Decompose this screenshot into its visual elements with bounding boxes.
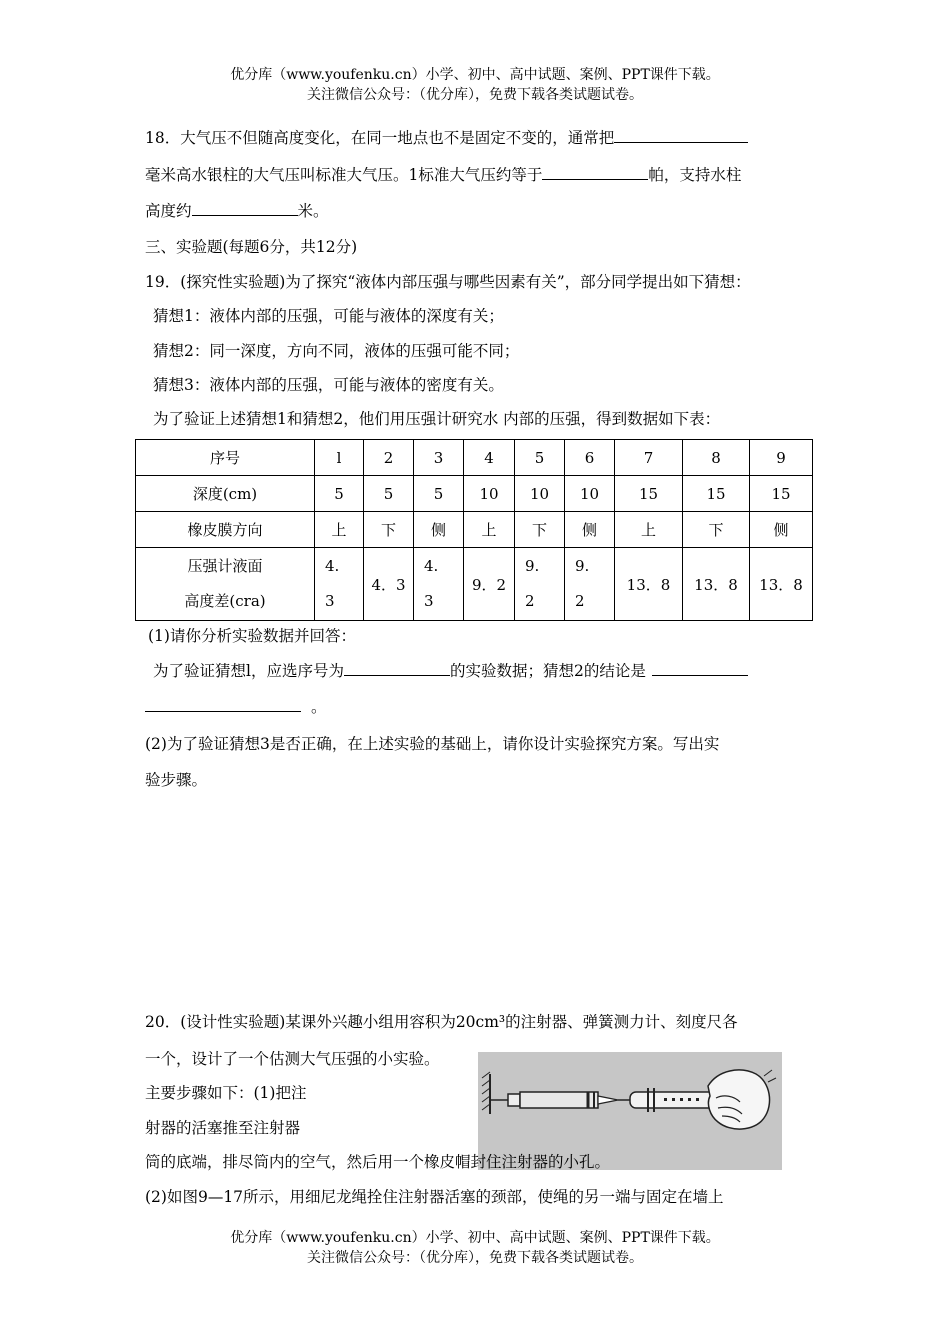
table-row-depth bbox=[136, 476, 813, 512]
table-row-height-diff bbox=[136, 548, 813, 621]
q18-answer-blank-3[interactable] bbox=[192, 201, 298, 216]
depth-cell: 15 bbox=[683, 476, 750, 512]
direction-cell: 上 bbox=[464, 512, 515, 548]
direction-cell: 上 bbox=[615, 512, 683, 548]
number-cell: 3 bbox=[414, 440, 464, 476]
number-cell: 6 bbox=[565, 440, 615, 476]
q18-answer-blank-2[interactable] bbox=[542, 165, 648, 180]
q18-text-2b: 帕，支持水柱 bbox=[648, 166, 742, 184]
depth-cell: 10 bbox=[565, 476, 615, 512]
q19-part-1-text-b: 的实验数据；猜想2的结论是 bbox=[449, 662, 646, 680]
q19-part-1-text-a: 为了验证猜想l，应选序号为 bbox=[153, 662, 344, 680]
depth-cell: 10 bbox=[515, 476, 565, 512]
q19-part-2-line-2: 验步骤。 bbox=[145, 771, 208, 789]
number-cell: l bbox=[315, 440, 364, 476]
diff-cell bbox=[515, 548, 565, 621]
page-footer-line-1: 优分库（www.youfenku.cn）小学、初中、高中试题、案例、PPT课件下载。 bbox=[230, 1230, 720, 1246]
page-header-line-1: 优分库（www.youfenku.cn）小学、初中、高中试题、案例、PPT课件下载。 bbox=[230, 67, 720, 83]
number-cell: 2 bbox=[364, 440, 414, 476]
q20-line-1: 20．(设计性实验题)某课外兴趣小组用容积为20cm³的注射器、弹簧测力计、刻度尺各 bbox=[145, 1013, 738, 1031]
diff-value-b: 2 bbox=[525, 592, 535, 610]
diff-value-b: 2 bbox=[575, 592, 585, 610]
row-label-direction: 橡皮膜方向 bbox=[136, 512, 315, 548]
q19-part-1-question bbox=[153, 661, 748, 681]
q18-text-3b: 米。 bbox=[297, 202, 329, 220]
direction-cell: 侧 bbox=[414, 512, 464, 548]
depth-cell: 5 bbox=[364, 476, 414, 512]
direction-cell: 下 bbox=[364, 512, 414, 548]
row-label-height-diff-2: 高度差(cra) bbox=[184, 592, 266, 610]
q20-line-5: 筒的底端，排尽筒内的空气，然后用一个橡皮帽封住注射器的小孔。 bbox=[145, 1153, 611, 1171]
diff-value-a: 9. bbox=[575, 557, 590, 575]
direction-cell: 下 bbox=[683, 512, 750, 548]
diff-value-a: 4. bbox=[325, 557, 340, 575]
hand-motion-marks bbox=[764, 1070, 776, 1082]
diff-value-a: 9. bbox=[525, 557, 540, 575]
number-cell: 5 bbox=[515, 440, 565, 476]
q18-line-3 bbox=[145, 201, 329, 221]
q18-line-1 bbox=[145, 128, 748, 148]
direction-cell: 上 bbox=[315, 512, 364, 548]
table-row-number bbox=[136, 440, 813, 476]
page-footer-line-2: 关注微信公众号：（优分库），免费下载各类试题试卷。 bbox=[307, 1250, 643, 1266]
q19-part-2-line-1: (2)为了验证猜想3是否正确，在上述实验的基础上，请你设计实验探究方案。写出实 bbox=[145, 735, 720, 753]
q19-intro: 19．(探究性实验题)为了探究“液体内部压强与哪些因素有关”，部分同学提出如下猜想： bbox=[145, 273, 751, 291]
depth-cell: 5 bbox=[414, 476, 464, 512]
q19-verify: 为了验证上述猜想1和猜想2，他们用压强计研究水 内部的压强，得到数据如下表： bbox=[153, 410, 721, 428]
row-label-depth: 深度(cm) bbox=[136, 476, 315, 512]
direction-cell: 侧 bbox=[750, 512, 813, 548]
number-cell: 8 bbox=[683, 440, 750, 476]
diff-cell bbox=[565, 548, 615, 621]
q18-text-1: 18．大气压不但随高度变化，在同一地点也不是固定不变的，通常把 bbox=[145, 129, 615, 147]
q19-part-1-end: 。 bbox=[311, 698, 327, 716]
q18-answer-blank-1[interactable] bbox=[614, 128, 748, 143]
depth-cell: 15 bbox=[750, 476, 813, 512]
syringe-nozzle bbox=[598, 1096, 618, 1104]
direction-cell: 下 bbox=[515, 512, 565, 548]
q19-part-1: (1)请你分析实验数据并回答： bbox=[148, 627, 356, 645]
q18-text-3a: 高度约 bbox=[145, 202, 192, 220]
q19-part-1-continuation bbox=[145, 697, 327, 717]
diff-cell: 4．3 bbox=[364, 548, 414, 621]
q19-guess-3: 猜想3：液体内部的压强，可能与液体的密度有关。 bbox=[153, 376, 504, 394]
q20-line-3: 主要步骤如下：(1)把注 bbox=[145, 1084, 307, 1102]
number-cell: 9 bbox=[750, 440, 813, 476]
syringe-plunger-head bbox=[508, 1094, 520, 1106]
q20-line-4: 射器的活塞推至注射器 bbox=[145, 1119, 301, 1137]
depth-cell: 15 bbox=[615, 476, 683, 512]
number-cell: 4 bbox=[464, 440, 515, 476]
diff-cell: 13．8 bbox=[750, 548, 813, 621]
q19-answer-blank-1[interactable] bbox=[344, 661, 450, 676]
diff-cell: 13．8 bbox=[683, 548, 750, 621]
number-cell: 7 bbox=[615, 440, 683, 476]
syringe-barrel bbox=[520, 1092, 598, 1108]
section-3-heading: 三、实验题(每题6分，共12分) bbox=[145, 238, 358, 256]
diff-cell: 9．2 bbox=[464, 548, 515, 621]
diff-cell bbox=[315, 548, 364, 621]
q19-guess-1: 猜想1：液体内部的压强，可能与液体的深度有关； bbox=[153, 307, 504, 325]
q19-answer-blank-2[interactable] bbox=[652, 661, 748, 676]
diff-cell bbox=[414, 548, 464, 621]
q19-guess-2: 猜想2：同一深度，方向不同，液体的压强可能不同； bbox=[153, 342, 520, 360]
row-label-height-diff bbox=[136, 548, 315, 621]
q18-line-2 bbox=[145, 165, 741, 185]
diff-value-b: 3 bbox=[424, 592, 434, 610]
diff-cell: 13．8 bbox=[615, 548, 683, 621]
direction-cell: 侧 bbox=[565, 512, 615, 548]
diff-value-b: 3 bbox=[325, 592, 335, 610]
q20-line-2: 一个，设计了一个估测大气压强的小实验。 bbox=[145, 1050, 440, 1068]
diff-value-a: 4. bbox=[424, 557, 439, 575]
page-header-line-2: 关注微信公众号：（优分库），免费下载各类试题试卷。 bbox=[307, 87, 643, 103]
depth-cell: 5 bbox=[315, 476, 364, 512]
q20-line-6: (2)如图9—17所示，用细尼龙绳拴住注射器活塞的颈部，使绳的另一端与固定在墙上 bbox=[145, 1188, 724, 1206]
wall-hatch bbox=[482, 1072, 490, 1110]
data-table bbox=[135, 439, 813, 621]
q18-text-2a: 毫米高水银柱的大气压叫标准大气压。1标准大气压约等于 bbox=[145, 166, 543, 184]
depth-cell: 10 bbox=[464, 476, 515, 512]
row-label-height-diff-1: 压强计液面 bbox=[187, 557, 263, 575]
row-label-number: 序号 bbox=[136, 440, 315, 476]
table-row-direction bbox=[136, 512, 813, 548]
q19-answer-blank-3[interactable] bbox=[145, 697, 301, 712]
